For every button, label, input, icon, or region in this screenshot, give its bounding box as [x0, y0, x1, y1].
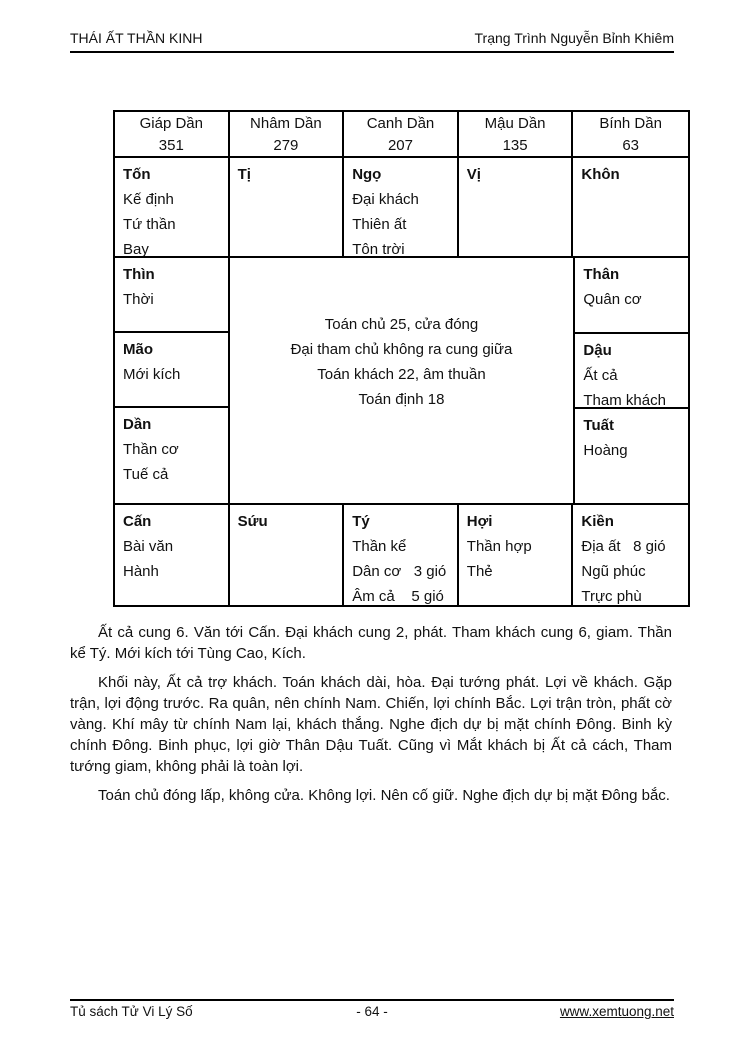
cell-can [115, 505, 230, 605]
cell-line: Toán định 18 [358, 391, 445, 408]
cell-line: Thẻ [466, 563, 493, 580]
center-notes-lines [291, 312, 513, 412]
author-name: Trạng Trình Nguyễn Bỉnh Khiêm [474, 30, 674, 46]
cell-line: Quân cơ [583, 291, 642, 308]
year-cell-giap-dan [115, 112, 230, 157]
cell-line: Đại khách [352, 191, 419, 208]
palace-lines [123, 287, 220, 312]
left-palace-column [115, 258, 230, 503]
cell-line: Tôn trời [352, 241, 405, 256]
palace-title: Cấn [123, 513, 152, 530]
cell-thin [115, 258, 228, 333]
cell-ty [344, 505, 459, 605]
cell-dau [575, 334, 688, 409]
year-row [115, 112, 688, 158]
body-paragraph: Khối này, Ất cả trợ khách. Toán khách dài, hòa. Đại tướng phát. Lợi về khách. Gặp trận, lợi động trước. Ra quân, nên chính Nam. Chiến, lợi chính Bắc. Lợi trận tròn, phất cờ vàng. Khí mây từ chính Nam lại, khách thắng. Nghe địch dự bị mặt chính Đông. Binh kỳ chính Đông. Binh phục, lợi giờ Thân Dậu Tuất. Cũng vì Mắt khách bị Ất cả cách, Tham tướng giam, không phải là toàn lợi. [70, 674, 672, 775]
year-name: Canh Dần [366, 115, 435, 132]
cell-line: Thiên ất [352, 216, 407, 233]
cell-line: Thần kể [352, 538, 407, 555]
body-text [70, 622, 672, 814]
palace-row-top [115, 158, 688, 258]
cell-khon [573, 158, 688, 256]
palace-lines [467, 534, 564, 584]
cell-line: Tứ thần [123, 216, 176, 233]
cell-line: Thời [123, 291, 154, 308]
palace-lines [123, 362, 220, 387]
cell-suu [230, 505, 345, 605]
page-number: - 64 - [356, 1004, 388, 1019]
palace-lines [123, 187, 220, 256]
palace-title: Tị [237, 166, 251, 183]
cell-vi [459, 158, 574, 256]
page-header [70, 30, 674, 53]
palace-title: Mão [123, 341, 153, 358]
year-value: 135 [502, 137, 528, 154]
cell-line: Kế định [123, 191, 174, 208]
palace-title: Hợi [466, 513, 493, 530]
year-name: Giáp Dần [139, 115, 203, 132]
palace-title: Kiền [581, 513, 614, 530]
cell-line: Mới kích [123, 366, 181, 383]
palace-title: Thân [583, 266, 620, 283]
cell-line: Bay [123, 241, 149, 256]
year-value: 351 [158, 137, 184, 154]
year-cell-nham-dan [230, 112, 345, 157]
palace-lines [123, 534, 220, 584]
cell-line: Thần hợp [466, 538, 532, 555]
cell-line: Hành [123, 563, 159, 580]
year-name: Nhâm Dần [250, 115, 322, 132]
cell-hoi [459, 505, 574, 605]
palace-title: Tý [352, 513, 370, 530]
year-cell-canh-dan [344, 112, 459, 157]
cell-line: Đại tham chủ không ra cung giữa [290, 341, 513, 358]
year-cell-binh-dan [573, 112, 688, 157]
cell-line: Toán khách 22, âm thuần [317, 366, 486, 383]
cell-line: Âm cả 5 gió [352, 588, 444, 605]
cell-tuat [575, 409, 688, 503]
palace-title: Thìn [123, 266, 155, 283]
body-paragraph: Toán chủ đóng lấp, không cửa. Không lợi. Nên cố giữ. Nghe địch dự bị mặt Đông bắc. [98, 787, 670, 804]
cell-ti [230, 158, 345, 256]
cell-line: Trực phù [581, 588, 642, 605]
book-title: THÁI ẤT THẦN KINH [70, 30, 203, 46]
year-cell-mau-dan [459, 112, 574, 157]
cell-line: Hoàng [583, 442, 628, 459]
palace-title: Sứu [237, 513, 268, 530]
palace-lines [581, 534, 680, 605]
right-palace-column [573, 258, 688, 503]
year-name: Mậu Dần [484, 115, 546, 132]
cell-line: Ất cả [583, 367, 618, 384]
page-footer [70, 999, 674, 1019]
cell-line: Tham khách [583, 392, 666, 409]
year-value: 279 [273, 137, 299, 154]
palace-lines [352, 187, 449, 256]
cell-dan [115, 408, 228, 503]
cell-than [575, 258, 688, 334]
palace-row-bottom [115, 505, 688, 605]
cell-line: Toán chủ 25, cửa đóng [324, 316, 479, 333]
palace-lines [583, 363, 680, 409]
thai-at-chart [113, 110, 690, 607]
palace-title: Vị [466, 166, 481, 183]
year-value: 207 [387, 137, 413, 154]
footer-series-title: Tủ sách Tử Vi Lý Số [70, 1004, 193, 1019]
year-value: 63 [622, 137, 640, 154]
palace-lines [583, 287, 680, 312]
year-name: Bính Dần [599, 115, 662, 132]
body-paragraph: Ất cả cung 6. Văn tới Cấn. Đại khách cung 2, phát. Tham khách cung 6, giam. Thần kể Tý. Mới kích tới Tùng Cao, Kích. [70, 624, 672, 662]
cell-line: Địa ất 8 gió [581, 538, 666, 555]
footer-link[interactable]: www.xemtuong.net [559, 1004, 674, 1019]
cell-center-notes [230, 258, 574, 503]
cell-line: Ngũ phúc [581, 563, 646, 580]
palace-title: Khôn [581, 166, 620, 183]
palace-title: Dần [123, 416, 152, 433]
cell-line: Bài văn [123, 538, 174, 555]
palace-title: Dậu [583, 342, 612, 359]
cell-line: Dân cơ 3 gió [352, 563, 447, 580]
palace-lines [583, 438, 680, 463]
palace-lines [123, 437, 220, 487]
palace-title: Tuất [583, 417, 614, 434]
cell-kien [573, 505, 688, 605]
palace-lines [352, 534, 449, 605]
cell-mao [115, 333, 228, 408]
cell-ton [115, 158, 230, 256]
palace-row-middle [115, 258, 688, 505]
cell-line: Thần cơ [123, 441, 179, 458]
palace-title: Ngọ [352, 166, 382, 183]
cell-ngo [344, 158, 459, 256]
palace-title: Tốn [123, 166, 151, 183]
cell-line: Tuế cả [123, 466, 169, 483]
